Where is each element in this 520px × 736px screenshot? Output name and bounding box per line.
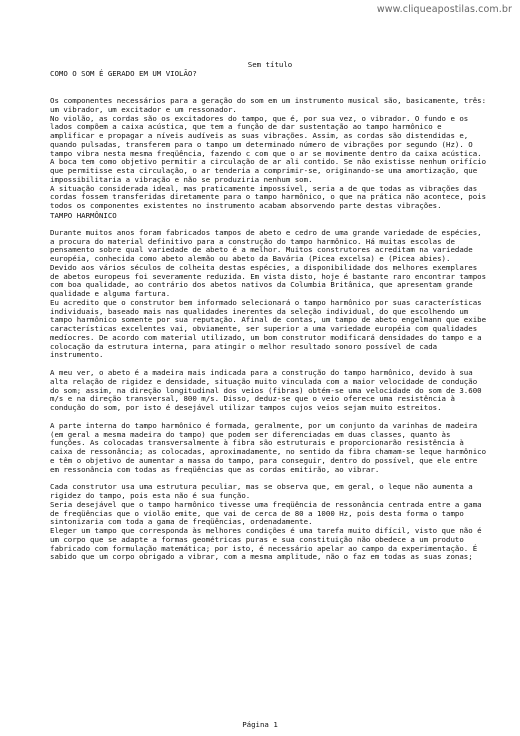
paragraph: Os componentes necessários para a geração do som em um instrumento musical são, basicamente, três: um vibrador, um excitador e um ressonador. — [50, 96, 487, 114]
spacer — [50, 78, 490, 97]
paragraph: Devido aos vários séculos de colheita destas espécies, a disponibilidade dos melhores exemplares de abetos europeus foi severamente reduzida. Em vista disto, hoje é bastante raro encontrar tampos com boa qualidade, ao contrário dos abetos nativos da Columbia Britânica, que apresentam grande qualidade e alguma fartura. — [50, 262, 487, 298]
paragraph: Eu acredito que o construtor bem informado selecionará o tampo harmônico por suas características individuais, baseado mais nas qualidades inerentes da seleção individual, do que escolhendo um tampo harmônico somente por sua reputação. Afinal de contas, um tampo de abeto engelmann que exibe características excelentes vai, obviamente, ser superior a uma variedade européia com qualidades medíocres. De acordo com material utilizado, um bom construtor modificará densidades do tampo e a colocação da estrutura interna, para atingir o melhor resultado sonoro possível de cada instrumento. — [50, 297, 487, 360]
paragraph: A parte interna do tampo harmônico é formada, geralmente, por um conjunto da varinhas de madeira (em geral a mesma madeira do tampo) que podem ser diferenciadas em duas classes, quanto às funções. As colocadas transversalmente à fibra são estruturais e proporcionarão resistência à caixa de ressonância; as colocadas, aproximadamente, no sentido da fibra chamam-se leque harmônico e têm o objetivo de aumentar a massa do tampo, para conseguir, dentro do possível, que ele entre em ressonância com todas as freqüências que as cordas emitirão, ao vibrar. — [50, 420, 487, 474]
section-intro — [50, 97, 490, 211]
watermark-url[interactable]: www.cliqueapostilas.com.br — [376, 4, 512, 15]
paragraph: A boca tem como objetivo permitir a circulação de ar ali contido. Se não existisse nenhum orifício que permitisse esta circulação, o ar tenderia a comprimir-se, originando-se uma amortização, que impossibilitaria a vibração e não se produziria nenhum som. — [50, 157, 487, 184]
paragraph: Seria desejável que o tampo harmônico tivesse uma freqüência de ressonância centrada entre a gama de freqüências que o violão emite, que vai de cerca de 80 a 1000 Hz, pois desta forma o tampo sintonizaria com toda a gama de freqüências, ordenadamente. — [50, 499, 482, 527]
page-number: Página 1 — [242, 720, 278, 729]
paragraph: A meu ver, o abeto é a madeira mais indicada para a construção do tampo harmônico, devido à sua alta relação de rigidez e densidade, situação muito vinculada com a maior velocidade de condução do som; assim, na direção longitudinal dos veios (fibras) obtém-se uma velocidade do som de 3.600 m/s e na direção transversal, 800 m/s. Disso, deduz-se que o veio oferece uma resistência à condução do som, por isto é desejável utilizar tampos cujos veios sejam muito estreitos. — [50, 368, 482, 412]
section-construtor — [50, 483, 490, 562]
section-materials — [50, 229, 490, 360]
section-estrutura — [50, 422, 490, 475]
section-abeto — [50, 369, 490, 413]
document-title: Sem título — [247, 60, 293, 69]
main-heading: COMO O SOM É GERADO EM UM VIOLÃO? — [50, 69, 197, 78]
paragraph: A situação considerada ideal, mas praticamente impossível, seria a de que todas as vibrações das cordas fossem transferidas diretamente para o tampo harmônico, o que na prática não acontece, pois todos os componentes existentes no instrumento acabam absorvendo parte destas vibrações. — [50, 183, 487, 210]
document-page — [50, 60, 490, 562]
subheading-tampo: TAMPO HARMÔNICO — [50, 210, 117, 220]
paragraph: No violão, as cordas são os excitadores do tampo, que é, por sua vez, o vibrador. O fundo e os lados compõem a caixa acústica, que tem a função de dar sustentação ao tampo harmônico e amplificar e propagar a níveis audíveis as suas vibrações. Assim, as cordas são distendidas e, quando pulsadas, transferem para o tampo um determinado número de vibrações por segundo (Hz). O tampo vibra nesta mesma freqüência, fazendo c com que o ar se movimente dentro da caixa acústica. — [50, 113, 482, 158]
paragraph: Durante muitos anos foram fabricados tampos de abeto e cedro de uma grande variedade de espécies, a procura do material definitivo para a construção do tampo harmônico. Há muitas escolas de pensamento sobre qual variedade de abeto é a melhor. Muitos construtores acreditam na variedade européia, conhecida como abeto alemão ou abeto da Bavária (Picea excelsa) e (Picea abies). — [50, 227, 482, 263]
paragraph: Cada construtor usa uma estrutura peculiar, mas se observa que, em geral, o leque não aumenta a rigidez do tampo, pois esta não é sua função. — [50, 482, 473, 500]
paragraph: Eleger um tampo que corresponda às melhores condições é uma tarefa muito difícil, visto que não é um corpo que se adapte a formas geométricas puras e sua constituição não obedece a um produto fabricado com formulação matemática; por isto, é necessário apelar ao campo da experimentação. É sabido que um corpo obrigado a vibrar, com a mesma amplitude, não o faz em todas as suas zonas; — [50, 526, 482, 562]
